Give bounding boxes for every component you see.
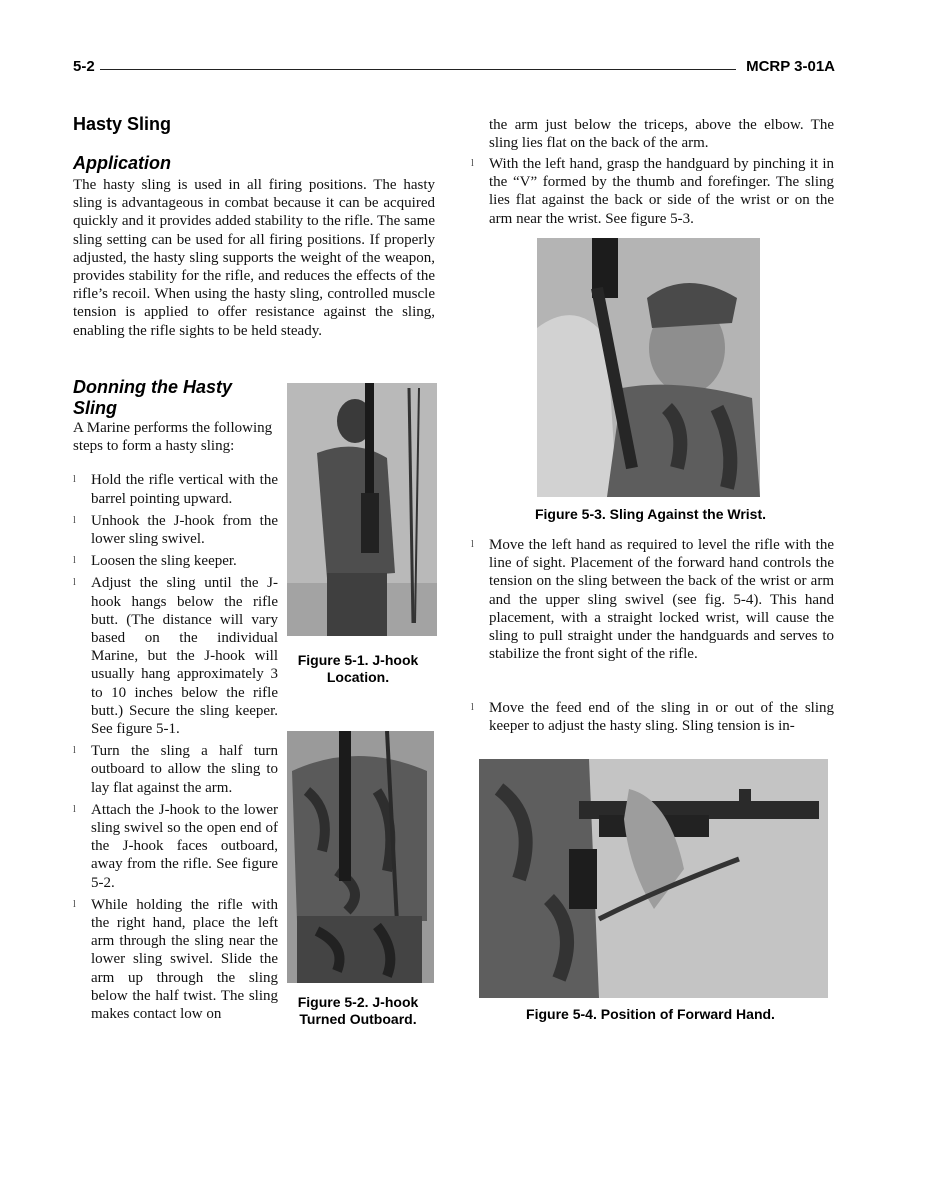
list-item xyxy=(73,512,278,548)
bullet-icon: l xyxy=(73,555,76,567)
bullet-icon: l xyxy=(73,514,76,526)
list-item xyxy=(73,574,278,738)
application-section xyxy=(73,153,435,340)
figure-5-4-photo xyxy=(479,759,828,998)
figure-5-4-caption: Figure 5-4. Position of Forward Hand. xyxy=(526,1006,775,1022)
donning-heading-line1: Donning the Hasty xyxy=(73,377,233,397)
bullet-icon: l xyxy=(471,158,474,169)
step-text: Move the feed end of the sling in or out of the sling keeper to adjust the hasty sling. Sling tension is in- xyxy=(489,700,834,735)
step-text: Unhook the J-hook from the lower sling swivel. xyxy=(91,512,278,548)
step-text: While holding the rifle with the right hand, place the left arm through the sling near the lower sling swivel. Slide the arm up through the sling below the half twist. The sling makes contact low on xyxy=(91,896,278,1023)
caption-line: Turned Outboard. xyxy=(299,1011,417,1027)
donning-heading-line2: Sling xyxy=(73,398,117,418)
figure-5-3-caption: Figure 5-3. Sling Against the Wrist. xyxy=(534,506,767,522)
figure-5-2-caption xyxy=(287,994,429,1028)
step-text: Loosen the sling keeper. xyxy=(91,553,237,570)
step-text: Hold the rifle vertical with the barrel pointing upward. xyxy=(91,472,278,507)
bullet-icon: l xyxy=(73,577,76,589)
step-text: Turn the sling a half turn outboard to allow the sling to lay flat against the arm. xyxy=(91,743,278,796)
bullet-icon: l xyxy=(471,539,474,550)
list-item xyxy=(471,699,834,735)
donning-heading xyxy=(73,377,278,419)
step-text: Attach the J-hook to the lower sling swivel so the open end of the J-hook faces outboard, away from the rifle. See figure 5-2. xyxy=(91,801,278,891)
page-number: 5-2 xyxy=(73,58,95,75)
list-item xyxy=(471,155,834,228)
donning-intro: A Marine performs the following steps to form a hasty sling: xyxy=(73,420,273,455)
caption-line: Figure 5-1. J-hook xyxy=(297,652,419,668)
figure-5-1-photo xyxy=(287,383,437,636)
figure-5-2-photo xyxy=(287,731,434,983)
figure-5-1-caption xyxy=(287,652,429,686)
step-text: Move the left hand as required to level the rifle with the line of sight. Placement of the forward hand controls the tension on the sling between the back of the wrist or arm and the upper sling swivel (see fig. 5-4). This hand placement, with a straight locked wrist, will cause the sling to pull straight under the handguards and serves to stabilize the front sight of the rifle. xyxy=(489,537,834,663)
caption-line: Location. xyxy=(326,669,390,685)
step-feed-end xyxy=(471,699,834,739)
continuation-text: the arm just below the triceps, above the elbow. The sling lies flat on the back of the arm. xyxy=(489,117,834,152)
right-column-continuation xyxy=(489,116,834,152)
bullet-icon: l xyxy=(73,803,76,815)
bullet-icon: l xyxy=(73,474,76,486)
document-id: MCRP 3-01A xyxy=(746,58,835,75)
bullet-icon: l xyxy=(471,702,474,713)
list-item xyxy=(73,471,278,507)
list-item xyxy=(471,536,834,663)
step-text: With the left hand, grasp the handguard by pinching it in the “V” formed by the thumb and forefinger. The sling lies flat against the back or side of the wrist or on the arm near the wrist. See figure 5-3. xyxy=(489,156,834,227)
step-move-hand xyxy=(471,536,834,667)
caption-line: Figure 5-2. J-hook xyxy=(297,994,419,1010)
step-grasp xyxy=(471,155,834,232)
section-title: Hasty Sling xyxy=(73,114,172,134)
application-heading: Application xyxy=(73,153,171,173)
list-item xyxy=(73,801,278,892)
application-text: The hasty sling is used in all firing positions. The hasty sling is advantageous in combat because it can be acquired quickly and it provides added stability to the rifle. The same sling setting can be used for all firing positions. If properly adjusted, the hasty sling supports the weight of the weapon, provides stability for the rifle, and reduces the effects of the rifle’s recoil. When using the hasty sling, controlled muscle tension is applied to offer resistance against the sling, enabling the rifle sights to be held steady. xyxy=(73,177,435,339)
bullet-icon: l xyxy=(73,745,76,757)
donning-steps xyxy=(73,471,278,1023)
list-item xyxy=(73,552,278,570)
step-text: Adjust the sling until the J-hook hangs below the rifle butt. (The distance will vary based on the individual Marine, but the J-hook will usually hang approximately 3 to 10 inches below the rifle butt.) Secure the sling keeper. See figure 5-1. xyxy=(91,575,278,738)
list-item xyxy=(73,896,278,1023)
bullet-icon: l xyxy=(73,898,76,910)
header-rule xyxy=(100,69,736,70)
figure-5-3-photo xyxy=(537,238,760,497)
donning-section xyxy=(73,377,278,1027)
list-item xyxy=(73,742,278,797)
